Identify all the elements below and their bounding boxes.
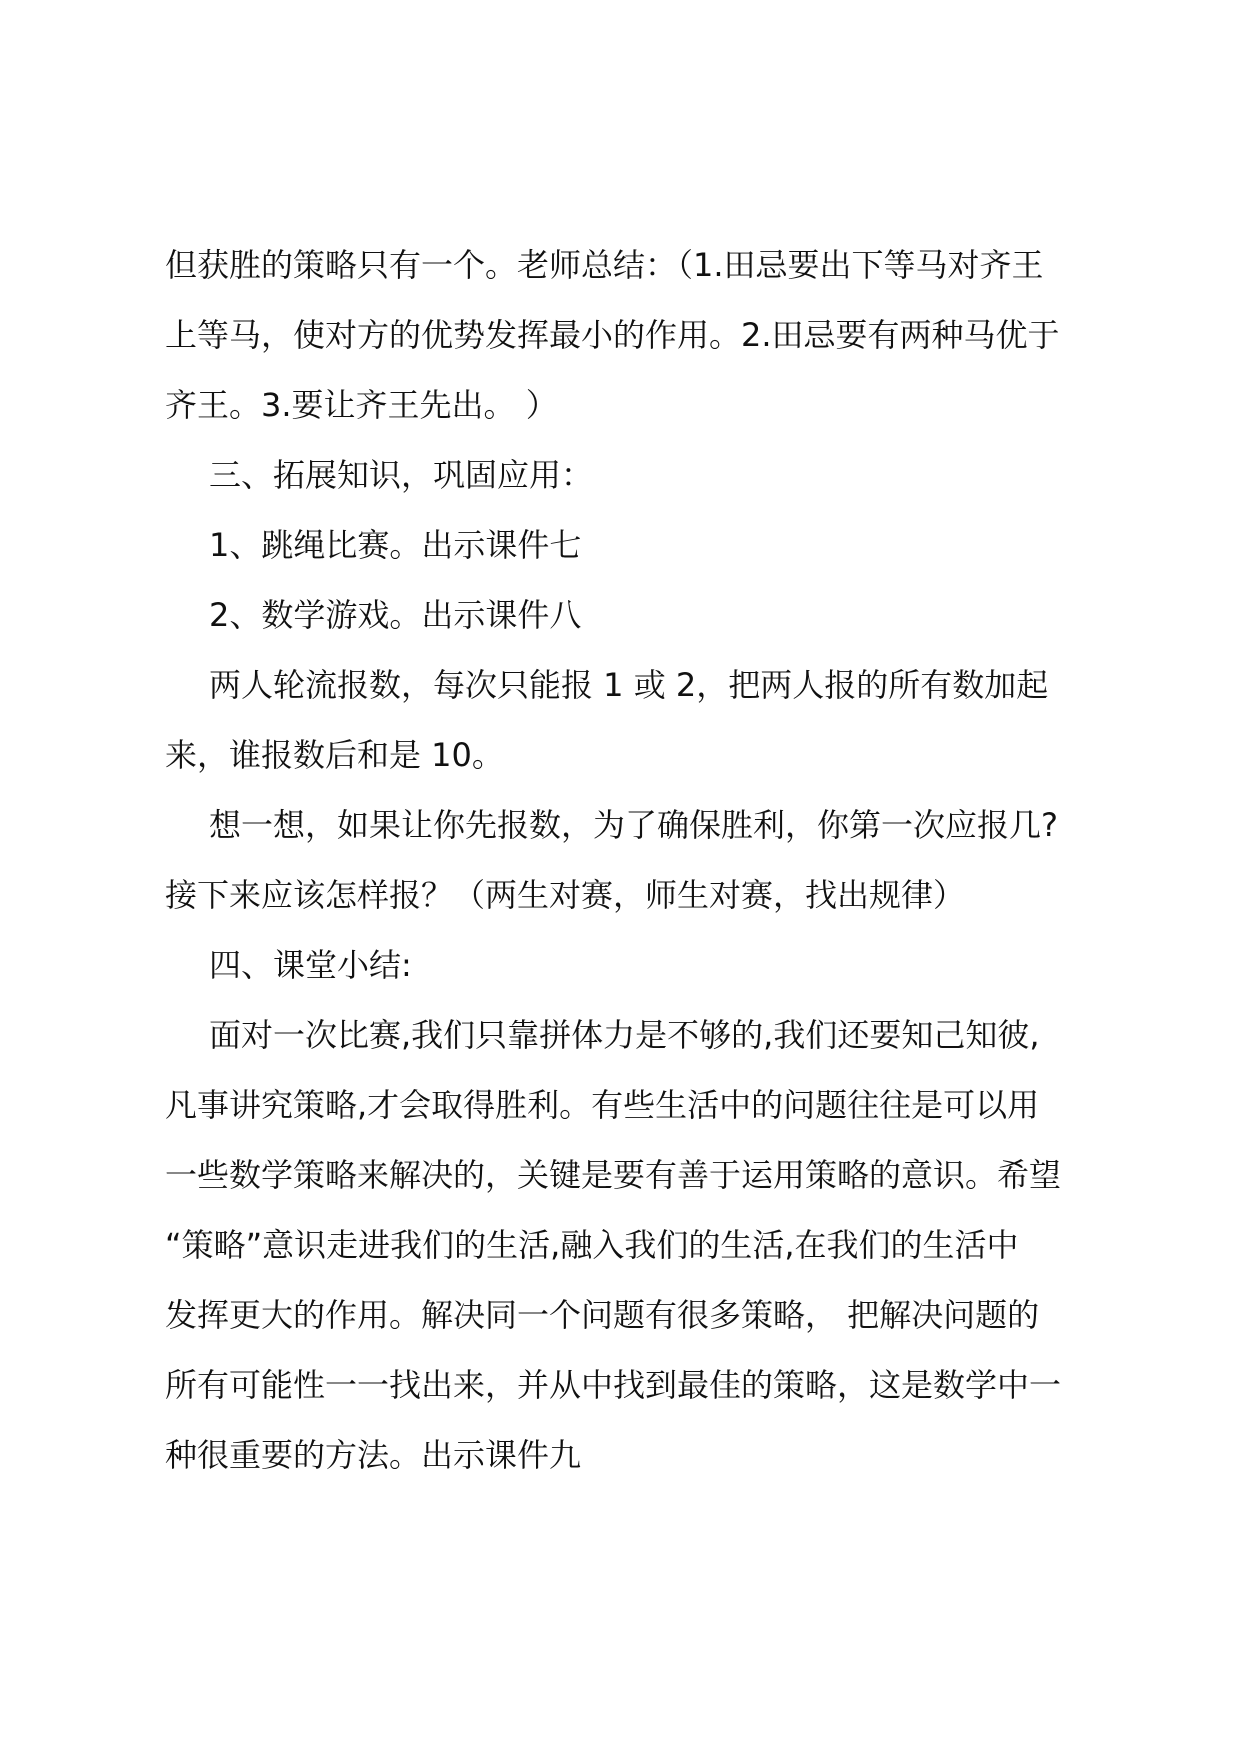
section-heading: 四、课堂小结:	[209, 946, 412, 984]
list-item: 2、数学游戏。出示课件八	[209, 596, 582, 634]
text-line: 上等马，使对方的优势发挥最小的作用。2.田忌要有两种马优于	[165, 316, 1060, 354]
text-line: 种很重要的方法。出示课件九	[165, 1436, 582, 1474]
section-heading: 三、拓展知识，巩固应用：	[209, 456, 594, 494]
text-line: 两人轮流报数，每次只能报 1 或 2，把两人报的所有数加起	[209, 666, 1049, 704]
text-line: 一些数学策略来解决的，关键是要有善于运用策略的意识。希望	[165, 1156, 1062, 1194]
text-line: 面对一次比赛,我们只靠拼体力是不够的,我们还要知己知彼,	[209, 1016, 1040, 1054]
text-line: 接下来应该怎样报？（两生对赛，师生对赛，找出规律）	[165, 876, 966, 914]
text-line: 但获胜的策略只有一个。老师总结：（1.田忌要出下等马对齐王	[165, 246, 1044, 284]
text-line: 来，谁报数后和是 10。	[165, 736, 504, 774]
list-item: 1、跳绳比赛。出示课件七	[209, 526, 582, 564]
text-line: 想一想，如果让你先报数，为了确保胜利，你第一次应报几?	[209, 806, 1058, 844]
text-line: 齐王。3.要让齐王先出。 ）	[165, 386, 558, 424]
text-line: 凡事讲究策略,才会取得胜利。有些生活中的问题往往是可以用	[165, 1086, 1040, 1124]
text-line: 发挥更大的作用。解决同一个问题有很多策略， 把解决问题的	[165, 1296, 1040, 1334]
text-line: 所有可能性一一找出来，并从中找到最佳的策略，这是数学中一	[165, 1366, 1062, 1404]
text-line: “策略”意识走进我们的生活,融入我们的生活,在我们的生活中	[165, 1226, 1019, 1264]
